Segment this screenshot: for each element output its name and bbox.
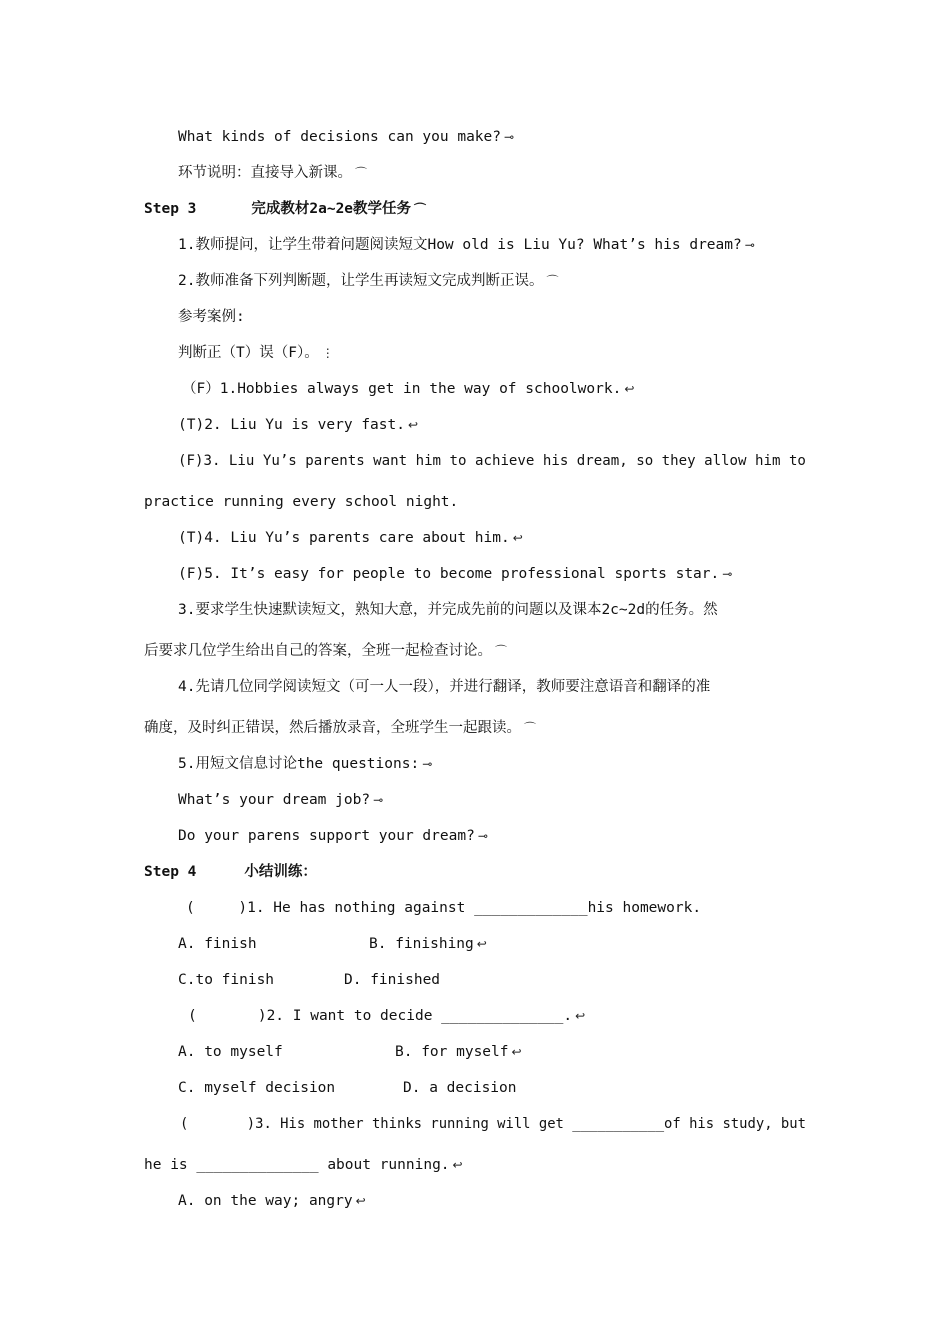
option-d: D. a decision: [403, 1080, 517, 1096]
text-line: 确度，及时纠正错误，然后播放录音，全班学生一起跟读。 ⌒: [144, 720, 537, 736]
text-line: (T)2. Liu Yu is very fast. ↩: [178, 417, 419, 433]
line-break-icon: ⌒: [414, 202, 427, 216]
text-line: 1.教师提问，让学生带着问题阅读短文How old is Liu Yu? What’s his dream? ⊸: [178, 237, 755, 253]
option-a: A. on the way; angry ↩: [178, 1193, 366, 1209]
line-break-icon: ⌒: [355, 166, 368, 180]
text-line: 判断正（T）误（F）。 ⋮: [178, 345, 334, 361]
step-title: 完成教材2a~2e教学任务: [251, 201, 412, 217]
line-break-icon: ⌒: [524, 721, 537, 735]
paragraph-mark-icon: ⊸: [422, 757, 433, 771]
option-c: C. myself decision: [178, 1080, 336, 1096]
return-arrow-icon: ↩: [512, 531, 523, 545]
text-line: practice running every school night.: [144, 494, 459, 510]
line-break-icon: ⌒: [546, 274, 559, 288]
option-a: A. to myself: [178, 1044, 283, 1060]
option-a: A. finish: [178, 936, 257, 952]
option-d: D. finished: [344, 972, 441, 988]
return-arrow-icon: ↩: [575, 1009, 586, 1023]
line-break-icon: ⌒: [495, 644, 508, 658]
question-line: ( )1. He has nothing against _____________his homework.: [186, 900, 702, 916]
option-b: B. for myself ↩: [395, 1044, 522, 1060]
text-line: 参考案例:: [178, 309, 245, 325]
return-arrow-icon: ↩: [452, 1158, 463, 1172]
paragraph-mark-icon: ⊸: [373, 793, 384, 807]
step-label: Step 3: [144, 201, 197, 217]
text-line: 5.用短文信息讨论the questions: ⊸: [178, 756, 433, 772]
text-line: (F)5. It’s easy for people to become professional sports star. ⊸: [178, 566, 733, 582]
text-line: 4.先请几位同学阅读短文（可一人一段），并进行翻译，教师要注意语音和翻译的准: [178, 679, 711, 695]
text-line: Do your parens support your dream? ⊸: [178, 828, 488, 844]
text-line: 环节说明：直接导入新课。 ⌒: [178, 165, 368, 181]
paragraph-mark-icon: ⊸: [504, 130, 515, 144]
return-arrow-icon: ↩: [355, 1194, 366, 1208]
option-c: C.to finish: [178, 972, 275, 988]
paragraph-mark-icon: ⊸: [744, 238, 755, 252]
return-arrow-icon: ↩: [407, 418, 419, 432]
text-line: What kinds of decisions can you make? ⊸: [178, 129, 515, 145]
question-line: ( )2. I want to decide ______________. ↩: [188, 1008, 586, 1024]
return-arrow-icon: ↩: [624, 382, 635, 396]
option-b: B. finishing ↩: [369, 936, 487, 952]
text-line: 2.教师准备下列判断题，让学生再读短文完成判断正误。 ⌒: [178, 273, 559, 289]
question-line: he is ______________ about running. ↩: [144, 1157, 463, 1173]
text-line: (T)4. Liu Yu’s parents care about him. ↩: [178, 530, 523, 546]
paragraph-mark-icon: ⊸: [722, 567, 733, 581]
return-arrow-icon: ↩: [476, 937, 487, 951]
question-line: ( )3. His mother thinks running will get ___________of his study, but: [180, 1116, 806, 1132]
text-line: 后要求几位学生给出自己的答案，全班一起检查讨论。 ⌒: [144, 643, 508, 659]
text-line: What’s your dream job? ⊸: [178, 792, 384, 808]
text-line: （F）1.Hobbies always get in the way of schoolwork. ↩: [182, 381, 635, 397]
step-title: 小结训练：: [244, 864, 317, 880]
text-line: (F)3. Liu Yu’s parents want him to achieve his dream, so they allow him to: [178, 453, 806, 469]
text-line: 3.要求学生快速默读短文，熟知大意，并完成先前的问题以及课本2c~2d的任务。然: [178, 602, 718, 618]
step-heading: [144, 199, 426, 219]
paragraph-mark-icon: ⋮: [321, 346, 334, 360]
step-heading: [144, 862, 317, 882]
step-label: Step 4: [144, 864, 197, 880]
return-arrow-icon: ↩: [511, 1045, 522, 1059]
paragraph-mark-icon: ⊸: [477, 829, 488, 843]
